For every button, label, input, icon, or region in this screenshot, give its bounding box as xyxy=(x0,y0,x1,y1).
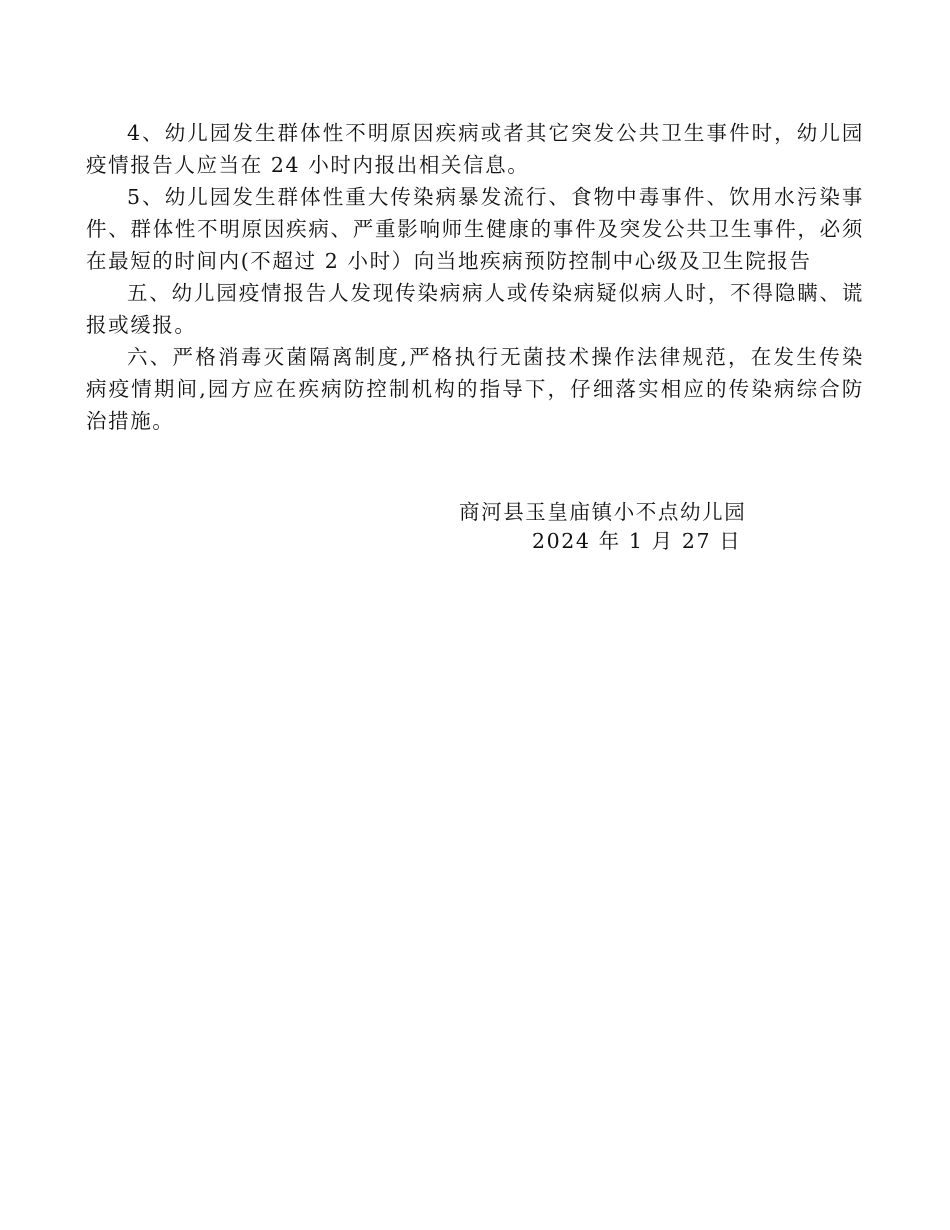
signature-organization: 商河县玉皇庙镇小不点幼儿园 xyxy=(459,500,747,524)
signature-date: 2024 年 1 月 27 日 xyxy=(532,529,742,553)
paragraph-section-6: 六、严格消毒灭菌隔离制度,严格执行无菌技术操作法律规范，在发生传染病疫情期间,园方应在疾病防控制机构的指导下，仔细落实相应的传染病综合防治措施。 xyxy=(86,345,864,433)
paragraph-section-5: 五、幼儿园疫情报告人发现传染病病人或传染病疑似病人时，不得隐瞒、谎报或缓报。 xyxy=(86,281,864,337)
paragraph-item-4: 4、幼儿园发生群体性不明原因疾病或者其它突发公共卫生事件时，幼儿园疫情报告人应当在 24 小时内报出相关信息。 xyxy=(86,121,864,177)
document-body xyxy=(86,117,864,437)
paragraph-item-5: 5、幼儿园发生群体性重大传染病暴发流行、食物中毒事件、饮用水污染事件、群体性不明原因疾病、严重影响师生健康的事件及突发公共卫生事件，必须在最短的时间内(不超过 2 小时）向当地疾病预防控制中心级及卫生院报告 xyxy=(86,185,864,273)
